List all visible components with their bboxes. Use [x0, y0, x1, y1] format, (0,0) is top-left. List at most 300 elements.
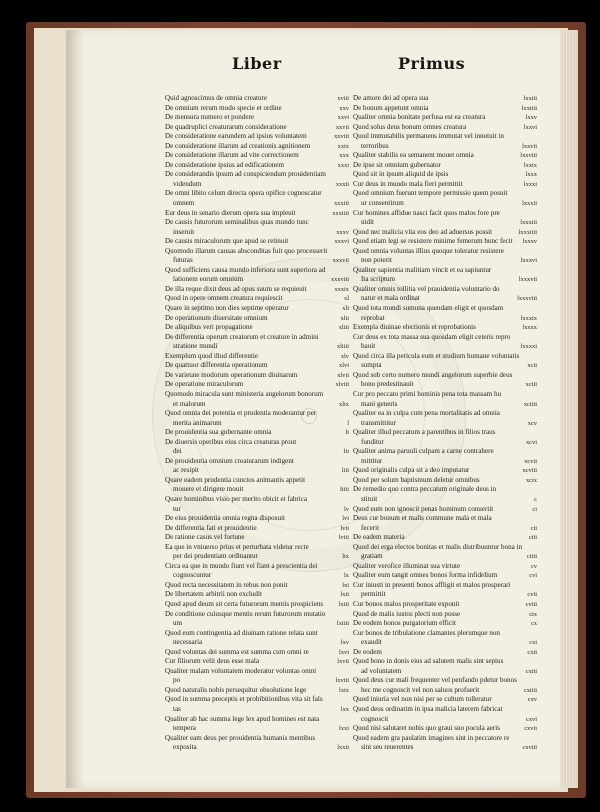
text-line — [353, 419, 537, 429]
text-line — [353, 209, 537, 219]
text-line — [353, 705, 537, 715]
line-text: Quod sit in ipsum aliquid de ipsis — [353, 170, 449, 179]
line-text: Quod nec malicia vita eos deo ad aduersus possit — [353, 227, 493, 236]
text-line — [165, 237, 349, 247]
text-line — [353, 256, 537, 266]
chapter-number: ciiii — [527, 553, 537, 561]
line-text: permittit — [361, 590, 386, 599]
chapter-number: lx — [344, 572, 349, 580]
text-line — [165, 571, 349, 581]
left-text-column — [165, 94, 349, 753]
text-line — [353, 610, 537, 620]
text-line — [165, 409, 349, 419]
line-text: Quod solus deus bonum omnes creatura — [353, 122, 467, 131]
chapter-number: lxxxvii — [518, 276, 537, 284]
line-text: exaudit — [361, 638, 382, 647]
line-text: um — [173, 619, 183, 628]
chapter-number: lix — [342, 553, 349, 561]
line-text: mouere et dirigere mouit — [173, 485, 244, 494]
line-text: sint seu reuerentes — [361, 743, 414, 752]
line-text: transmittitur — [361, 418, 397, 427]
chapter-number: xxxv — [336, 228, 349, 236]
line-text: ur consentirum — [361, 199, 404, 208]
line-text: De consideratione illarum ad creationis agnitionem — [165, 141, 311, 150]
text-line — [165, 629, 349, 639]
line-text: Quod naturalis nobis persequitur obsolutione lege — [165, 685, 307, 694]
chapter-number: lxii — [340, 591, 349, 599]
text-line — [353, 113, 537, 123]
text-line — [353, 104, 537, 114]
line-text: sumpta — [361, 361, 382, 370]
line-text: funditur — [361, 437, 384, 446]
line-text: Quomodo miracula sunt ministeria angelorum bonorum — [165, 389, 324, 398]
text-line — [165, 285, 349, 295]
gutter-shadow — [66, 30, 84, 788]
line-text: Quod per solum baptismum deletur omnibus — [353, 475, 480, 484]
line-text: Cur pro peccato primi hominis pena tota massam hu — [353, 389, 502, 398]
text-line — [353, 438, 537, 448]
line-text: Quod tota mundi sumuna quendam eligit et quosdam — [353, 304, 504, 313]
line-text: Quod originalis culpa sit a deo imputatur — [353, 466, 470, 475]
line-text: gratiam — [361, 552, 383, 561]
line-text: Deus cur bonum et malis commune mala et mala — [353, 514, 492, 523]
text-line — [353, 275, 537, 285]
chapter-number: xcix — [525, 476, 537, 484]
text-line — [165, 533, 349, 543]
chapter-number: lxv — [340, 639, 349, 647]
line-text: lationem eorum omnium — [173, 275, 244, 284]
text-line — [353, 619, 537, 629]
line-text: De ipse sit omnium gubernator — [353, 160, 441, 169]
line-text: De illa reque dixit deus ad opus suum se requieuit — [165, 284, 307, 293]
chapter-number: xl — [344, 295, 349, 303]
chapter-number: cv — [530, 562, 537, 570]
line-text: Cur iniusti in presenti bonos affligit et malos prosperari — [353, 580, 511, 589]
text-line — [165, 447, 349, 457]
chapter-number: lxxxvi — [520, 257, 537, 265]
line-text: Qualiter malam voluntatem moderatur voluntas omni — [165, 666, 317, 675]
text-line — [165, 562, 349, 572]
chapter-number: cix — [529, 610, 537, 618]
line-text: De operationum diuersitate omnium — [165, 313, 268, 322]
text-line — [165, 323, 349, 333]
chapter-number: xxviii — [334, 133, 349, 141]
text-line — [165, 380, 349, 390]
line-text: Quod voluntas dei summa est summa cum omni re — [165, 647, 309, 656]
chapter-number: liii — [341, 467, 349, 475]
text-line — [165, 734, 349, 744]
line-text: Quid agnoscimus de omnia creature — [165, 94, 268, 102]
line-text: Ea que in vniuerso prius et perturbata videtur recte — [165, 542, 309, 551]
chapter-number: cxiii — [525, 667, 537, 675]
text-line — [353, 734, 537, 744]
text-line — [353, 524, 537, 534]
text-line — [165, 199, 349, 209]
line-text: dei — [173, 447, 182, 456]
text-line — [353, 715, 537, 725]
text-line — [165, 657, 349, 667]
running-head-left: Liber — [232, 54, 282, 73]
line-text: De prouidentia sua gubernante omnia — [165, 428, 272, 437]
line-text: Quod omnia voluntas illius quoque toleratur resistere — [353, 246, 504, 255]
text-line — [165, 476, 349, 486]
line-text: Eur deus in senario dierum opera sua impleuit — [165, 208, 296, 217]
chapter-number: lxxxv — [522, 238, 537, 246]
line-text: De varietate modorum operationum diuinarum — [165, 370, 298, 379]
text-line — [165, 275, 349, 285]
text-line — [353, 581, 537, 591]
text-line — [353, 495, 537, 505]
text-line — [353, 371, 537, 381]
line-text: Quare in septimo non dies septime operatur — [165, 304, 289, 313]
chapter-number: lxxxxi — [520, 343, 537, 351]
text-line — [353, 123, 537, 133]
line-text: tempera — [173, 724, 196, 733]
chapter-number: ci — [532, 505, 537, 513]
text-line — [353, 695, 537, 705]
line-text: Quod deus ordinatim in ipsa malicia laterem fabricat — [353, 705, 503, 713]
chapter-number: xxvi — [337, 114, 349, 122]
line-text: Quod dei erga electos bonitas et malis distribuuntur bona in — [353, 542, 523, 551]
line-text: De libertatem arbitrii non excludit — [165, 590, 262, 599]
chapter-number: xlviii — [335, 381, 349, 389]
chapter-number: lxi — [342, 581, 349, 589]
text-line — [353, 743, 537, 753]
page-edges — [562, 30, 578, 788]
line-text: De differentia operum creatorum et creature in admini — [165, 332, 319, 341]
chapter-number: xcvi — [525, 438, 537, 446]
text-line — [353, 724, 537, 734]
chapter-number: xxxvii — [332, 257, 349, 265]
text-line — [353, 466, 537, 476]
text-line — [165, 247, 349, 257]
text-line — [165, 218, 349, 228]
chapter-number: lii — [343, 448, 349, 456]
line-text: Quod eadem gra paulatim imagines sint in peccatore re — [353, 733, 510, 742]
line-text: Quod eum contingentia ad diuinam ratione relata sunt — [165, 628, 318, 637]
chapter-number: xcv — [527, 419, 537, 427]
line-text: Quod circa illa pericula eum et studium humane voluntatis — [353, 351, 520, 360]
line-text: tas — [173, 705, 181, 713]
chapter-number: lxxxiii — [520, 219, 537, 227]
line-text: De consideratione ipsius ad edificationem — [165, 160, 284, 169]
chapter-number: lviii — [338, 534, 349, 542]
chapter-number: xxxiii — [334, 200, 349, 208]
chapter-number: lxxi — [339, 725, 349, 733]
text-line — [165, 314, 349, 324]
chapter-number: lxxxi — [523, 180, 537, 188]
line-text: Qualiter verofice illuminat sua virtute — [353, 561, 461, 570]
text-line — [165, 457, 349, 467]
line-text: Quare eadem prudentia cunctos animantis appetit — [165, 475, 306, 484]
chapter-number: cii — [530, 524, 537, 532]
text-line — [353, 266, 537, 276]
text-line — [353, 485, 537, 495]
line-text: De consideratione earundem ad ipsius voluntatem — [165, 132, 307, 141]
text-line — [165, 113, 349, 123]
line-text: Quod sub certo numero mundi angelorum superbie deus — [353, 370, 513, 379]
line-text: De differentia fati et prouidentie — [165, 523, 257, 532]
chapter-number: lxxv — [525, 114, 537, 122]
line-text: De causis miraculorum que apud se retinuit — [165, 237, 289, 246]
text-line — [353, 629, 537, 639]
line-text: De eodem bonos purgatorium efficit — [353, 619, 456, 628]
line-text: stratione mundi — [173, 342, 218, 351]
line-text: De mensura numero et pondere — [165, 113, 255, 122]
line-text: Quod nisi salutaret nobis quo graui suo pocula aeris — [353, 724, 500, 733]
text-line — [353, 247, 537, 257]
text-line — [165, 94, 349, 104]
text-line — [165, 132, 349, 142]
chapter-number: xlix — [339, 400, 349, 408]
line-text: Quod in summa preceptis et prohibitionibus vita sit fals — [165, 695, 323, 704]
text-line — [353, 686, 537, 696]
chapter-number: xciii — [525, 381, 537, 389]
line-text: non poterit — [361, 256, 392, 265]
text-line — [353, 342, 537, 352]
text-line — [165, 371, 349, 381]
text-line — [165, 743, 349, 753]
line-text: Quod iniuria vel non nisi per se cultum tolleratur — [353, 695, 492, 704]
text-line — [353, 667, 537, 677]
line-text: Quod in opere omnem creatura requiescit — [165, 294, 283, 303]
text-line — [353, 352, 537, 362]
chapter-number: lxiii — [338, 600, 349, 608]
chapter-number: cxvii — [524, 725, 537, 733]
line-text: Qualiter ea in culpa cum pena mortalitatis ad omnia — [353, 409, 500, 418]
text-line — [353, 333, 537, 343]
text-line — [353, 514, 537, 524]
chapter-number: lxxvii — [522, 142, 537, 150]
text-line — [353, 180, 537, 190]
text-line — [165, 170, 349, 180]
chapter-number: xlv — [340, 352, 349, 360]
text-line — [165, 342, 349, 352]
text-line — [353, 657, 537, 667]
chapter-number: xlvi — [339, 362, 349, 370]
text-line — [353, 237, 537, 247]
chapter-number: lxxvi — [523, 123, 537, 131]
chapter-number: cxviii — [522, 744, 537, 752]
line-text: Exemplum quod illud differentie — [165, 351, 259, 360]
right-text-column — [353, 94, 537, 753]
chapter-number: cxvi — [525, 715, 537, 723]
chapter-number: lxx — [340, 706, 349, 713]
line-text: futuras — [173, 256, 193, 265]
line-text: Quod immutabilis permanens immutat vel innotuit in — [353, 132, 504, 141]
text-line — [165, 180, 349, 190]
line-text: De eadem materia — [353, 533, 405, 542]
line-text: Qualiter omnia bonitate perfusa est ea creatura — [353, 113, 486, 122]
chapter-number: lxviii — [335, 677, 349, 685]
text-line — [165, 581, 349, 591]
text-line — [353, 151, 537, 161]
chapter-number: cx — [530, 620, 537, 628]
text-line — [353, 638, 537, 648]
line-text: bono predestinauit — [361, 380, 414, 389]
line-text: merita animarum — [173, 418, 222, 427]
line-text: stituit — [361, 494, 378, 503]
line-text: tur — [173, 504, 181, 513]
chapter-number: lxix — [339, 686, 349, 694]
line-text: Quod omnia dei potentia et prudentia moderantur per — [165, 409, 317, 418]
text-line — [353, 285, 537, 295]
text-line — [353, 409, 537, 419]
line-text: De prouidentia omnium creaturarum indigent — [165, 456, 294, 465]
text-line — [165, 361, 349, 371]
text-line — [165, 619, 349, 629]
chapter-number: xviii — [337, 95, 349, 102]
line-text: De amore dei ad opera sua — [353, 94, 429, 102]
chapter-number: xxxix — [334, 285, 349, 293]
line-text: Quod eum non ignoscit penas hominum conuertit — [353, 504, 494, 513]
text-line — [165, 428, 349, 438]
text-line — [165, 400, 349, 410]
text-line — [165, 485, 349, 495]
chapter-number: cxiiii — [523, 686, 537, 694]
line-text: et malorum — [173, 399, 206, 408]
text-line — [165, 514, 349, 524]
line-text: Quod recta necessitatem in rebus non ponit — [165, 580, 288, 589]
chapter-number: cviii — [525, 600, 537, 608]
running-head-right: Primus — [398, 54, 466, 73]
text-line — [353, 304, 537, 314]
text-line — [353, 142, 537, 152]
chapter-number: lxxiii — [523, 95, 537, 102]
text-line — [165, 590, 349, 600]
chapter-number: cvii — [527, 591, 537, 599]
chapter-number: cxi — [529, 639, 537, 647]
text-line — [353, 571, 537, 581]
line-text: inseruit — [173, 227, 195, 236]
line-text: ac resipit — [173, 466, 199, 475]
line-text: videndum — [173, 179, 202, 188]
text-line — [353, 552, 537, 562]
text-line — [165, 266, 349, 276]
text-line — [165, 390, 349, 400]
line-text: De remedio quo contra peccatum originale deus in — [353, 485, 497, 494]
text-line — [353, 94, 537, 104]
line-text: mani generis — [361, 399, 398, 408]
text-line — [353, 590, 537, 600]
text-line — [353, 361, 537, 371]
text-line — [165, 333, 349, 343]
text-line — [353, 562, 537, 572]
chapter-number: l — [347, 419, 349, 427]
chapter-number: xli — [342, 305, 349, 313]
chapter-number: lxxxix — [520, 314, 537, 322]
chapter-number: lxvi — [339, 648, 349, 656]
text-line — [165, 543, 349, 553]
chapter-number: lvi — [342, 515, 349, 523]
line-text: Qualiter illud peccatum a parentibus in filios traus — [353, 428, 496, 437]
chapter-number: xxxvi — [334, 238, 349, 246]
line-text: per dei prudentiam ordinantur — [173, 552, 258, 561]
line-text: De operatione miraculorum — [165, 380, 244, 389]
text-line — [165, 256, 349, 266]
line-text: natur et mala ordinat — [361, 294, 420, 303]
line-text: De quadruplici creaturarum consideratione — [165, 122, 287, 131]
text-line — [165, 189, 349, 199]
text-line — [165, 648, 349, 658]
line-text: De eius prouidentia omnia regna disposuit — [165, 514, 285, 523]
text-line — [353, 505, 537, 515]
text-line — [165, 524, 349, 534]
text-line — [353, 648, 537, 658]
line-text: Cur deus in mundo mala fieri permittit — [353, 179, 463, 188]
chapter-number: lxxiiii — [521, 104, 537, 112]
line-text: De omni libito celum directa opera opifice cognoscatur — [165, 189, 322, 198]
text-line — [165, 142, 349, 152]
line-text: De eodem — [353, 647, 382, 656]
text-line — [165, 419, 349, 429]
line-text: reprobat — [361, 313, 385, 322]
line-text: Cur filiorum velit deus esse mala — [165, 657, 259, 666]
text-line — [353, 161, 537, 171]
text-line — [165, 715, 349, 725]
line-text: hec me cognoscit vel non saluos profuerit — [361, 685, 480, 694]
line-text: Cur deus ex tota massa sua quosdam eligit ceteris repro — [353, 332, 511, 341]
text-line — [165, 352, 349, 362]
line-text: Quomodo illarum causas absconditas fuit quo processerit — [165, 246, 328, 255]
chapter-number: xcvii — [524, 457, 537, 465]
chapter-number: lxxviii — [520, 152, 537, 160]
line-text: De omnium rerum modo specie et ordine — [165, 103, 282, 112]
line-text: Qualiter ab hac summa lege lex apud homines est nata — [165, 714, 320, 723]
text-line — [165, 151, 349, 161]
text-line — [353, 447, 537, 457]
text-line — [353, 543, 537, 553]
text-line — [353, 600, 537, 610]
line-text: Cur bonos malos prosperitate exponit — [353, 599, 460, 608]
line-text: Qualiter eam deus per prouidentia humanis mentibus — [165, 733, 316, 742]
line-text: De bonum appetunt omnia — [353, 103, 429, 112]
line-text: uidit — [361, 218, 375, 227]
line-text: Quod deus cur mali frequenter vel penfando pdetur bonos — [353, 676, 517, 685]
text-line — [165, 209, 349, 219]
line-text: Qualiter sapientia malitiam vincit et ea sapiuntur — [353, 265, 492, 274]
chapter-number: xxx — [339, 152, 349, 160]
chapter-number: lxxxiiii — [518, 228, 537, 236]
text-line — [165, 294, 349, 304]
chapter-number: cxv — [527, 696, 537, 704]
line-text: Quod sufficiens causa mundo inferiora sunt superiora ad — [165, 265, 326, 274]
text-line — [165, 104, 349, 114]
line-text: Quod etiam legi se resistere minime femerum hunc fecit — [353, 237, 513, 246]
chapter-number: xliii — [338, 324, 349, 332]
line-text: De quattuor differentia operationum — [165, 361, 268, 370]
text-line — [353, 199, 537, 209]
text-line — [165, 304, 349, 314]
chapter-number: lxxix — [523, 161, 537, 169]
chapter-number: lxiiii — [336, 620, 349, 628]
chapter-number: xliiii — [336, 343, 349, 351]
text-line — [353, 533, 537, 543]
line-text: Quod omnium fuerunt tempore permissio quem posuit — [353, 189, 508, 198]
chapter-number: cvi — [529, 572, 537, 580]
text-line — [353, 228, 537, 238]
text-line — [353, 400, 537, 410]
text-line — [353, 676, 537, 686]
line-text: terroribus — [361, 141, 389, 150]
chapter-number: li — [345, 429, 349, 437]
line-text: mittitur — [361, 456, 383, 465]
line-text: necessaria — [173, 638, 203, 647]
chapter-number: lxxx — [525, 171, 537, 179]
line-text: De ratione casus vel fortune — [165, 533, 245, 542]
text-line — [165, 123, 349, 133]
line-text: De considerandis ipsum ad conspiciendum prouidentiam — [165, 170, 326, 179]
